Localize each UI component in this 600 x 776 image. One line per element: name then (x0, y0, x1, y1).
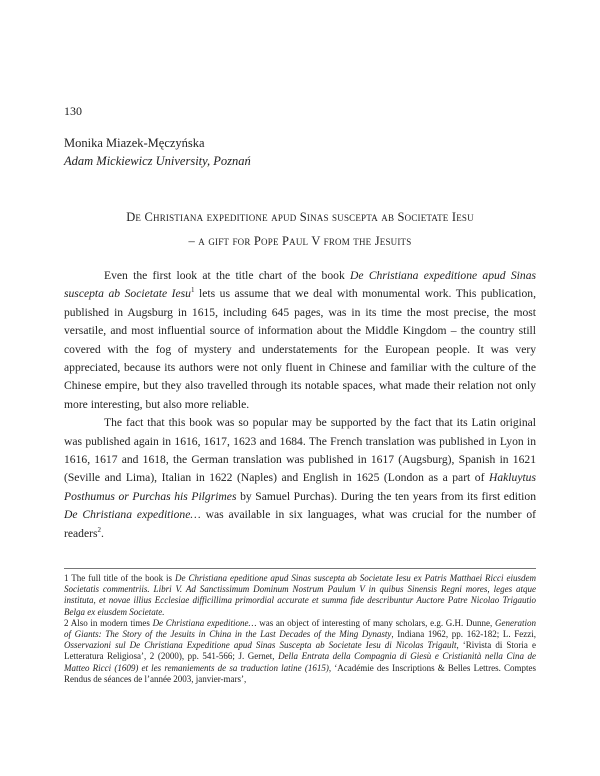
footnote-italic: De Christiana epeditione apud Sinas suscepta ab Societate Iesu ex Patris Matthaei Ricci eiusdem Societatis commentriis. Libri V. Ad Sanctissimum Dominum Nostrum Paulum V in quibus Sinensis Regni mores, leges atque instituta, et novae illius Ecclesiae difficillima primordial accurate et summa fide describuntur Auctore Patre Nicolao Trigautio Belga ex eiusdem Societate. (64, 573, 536, 617)
author-affiliation: Adam Mickiewicz University, Poznań (64, 154, 251, 168)
footnote-italic: Osservazioni sul De Christiana Expeditione apud Sinas Suscepta ab Societate Iesu di Nicolas Trigault (64, 640, 457, 651)
body-text: The fact that this book was so popular may be supported by the fact that its Latin original was published again in 1616, 1617, 1623 and 1684. The French translation was published in Lyon in 1616, 1617 and 1618, the German translation was published in 1617 (Augsburg), Spanish in 1621 (Seville and Lima), Italian in 1622 (Naples) and English in 1625 (London as a part of (64, 416, 536, 485)
footnote-text: , Indiana 1962, pp. 162-182; L. Fezzi, (391, 629, 536, 640)
footnote-1 (64, 573, 536, 618)
footnote-ref-2: 2 (97, 525, 101, 534)
title-line-1: De Christiana expeditione apud Sinas suscepta ab Societate Iesu (126, 210, 474, 224)
page-number: 130 (64, 104, 82, 118)
body-text: lets us assume that we deal with monumental work. This publication, published in Augsburg in 1615, including 645 pages, was in its time the most precise, the most versatile, and most influential source of information about the Middle Kingdom – the country still covered with the fog of mystery and understatements for the European people. It was very appreciated, because its authors were not only fluent in Chinese and familiar with the culture of the Chinese empire, but they also travelled through its notable spaces, what made their relation not only more interesting, but also more reliable. (64, 287, 536, 411)
article-title (64, 205, 536, 253)
footnote-separator (64, 568, 536, 569)
footnote-text: was an object of interesting of many scholars, e.g. G.H. Dunne, (256, 617, 495, 628)
author-name: Monika Miazek-Męczyńska (64, 136, 205, 150)
footnote-italic: Della Entrata della Compagnia di Giesù e Cristianità nella Cina de Matteo Ricci (1609) et les remaniements de sa traduction latine (1615) (64, 651, 536, 673)
footnote-text: 1 The full title of the book is (64, 573, 176, 583)
book-title-italic: De Christiana expeditione apud Sinas suscepta ab Societate Iesu (64, 269, 536, 301)
footnote-ref-1: 1 (190, 286, 195, 295)
body-paragraph-1 (64, 267, 536, 414)
footnote-2 (64, 618, 536, 685)
footnote-italic: De Christiana expeditione… (152, 617, 257, 628)
body-paragraph-2 (64, 414, 536, 543)
body-text: . (100, 526, 104, 540)
title-line-2: – a gift for Pope Paul V from the Jesuits (188, 234, 412, 248)
footnote-text: , ‘Rivista di Storia e Letteratura Religiosa’, 2 (2000), pp. 541-566; J. Gernet, (64, 640, 536, 662)
article-body (64, 267, 536, 543)
footnote-italic: Generation of Giants: The Story of the Jesuits in China in the Last Decades of the Ming Dynasty (64, 617, 536, 640)
footnote-text: 2 Also in modern times (64, 617, 153, 628)
body-text: was available in six languages, what was crucial for the number of readers (64, 508, 536, 540)
footnote-text: , ‘Académie des Inscriptions & Belles Lettres. Comptes Rendus de séances de l’année 2003, janvier-mars’, (64, 662, 537, 684)
book-title-italic: Hakluytus Posthumus or Purchas his Pilgrimes (64, 471, 536, 503)
footnotes (64, 573, 536, 685)
book-title-italic: De Christiana expeditione… (64, 508, 201, 522)
body-text: Even the first look at the title chart of the book (104, 269, 351, 282)
body-text: by Samuel Purchas). During the ten years from its first edition (236, 489, 537, 503)
